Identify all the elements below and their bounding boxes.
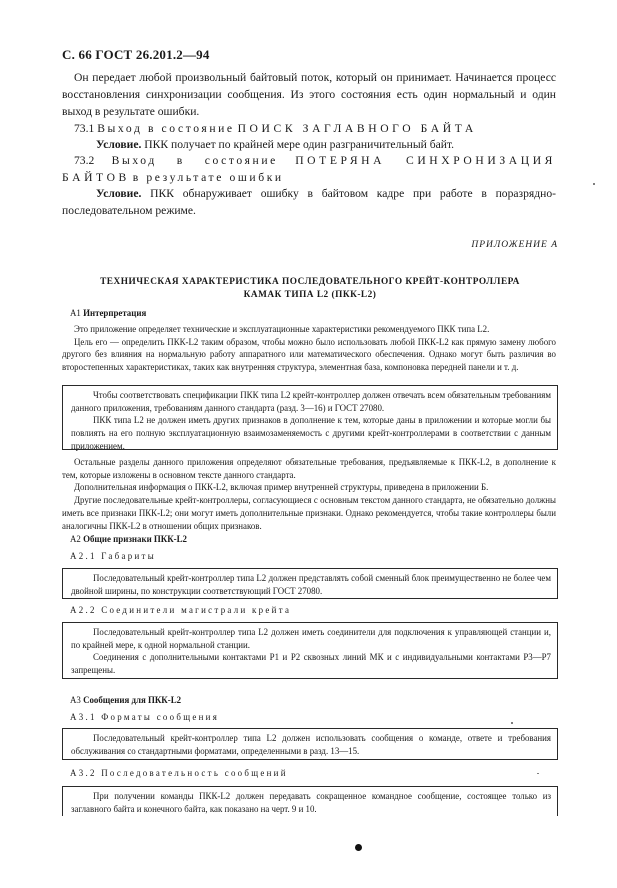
paragraph-text: Остальные разделы данного приложения определяют обязательные требования, предъявляемые к ПКК-L2, в дополнение к тем, которые изложены в основном тексте данного стандарта. [62, 457, 556, 480]
section-title-spaced: Выход в состояние [97, 122, 235, 135]
requirement-box-a3-2 [62, 786, 558, 816]
subsection-a2-1-label: А2.1 Габариты [70, 551, 156, 561]
section-73-2-heading [62, 153, 556, 187]
paragraph-text: Он передает любой произвольный байтовый поток, который он принимает. Начинается процесс восстановления синхронизации сообщения. Из этого состояния есть один нормальный и один выход в результате ошибки. [62, 71, 556, 118]
condition-text: ПКК получает по крайней мере один разграничительный байт. [141, 138, 455, 151]
subsection-a3-2-label: А3.2 Последовательность сообщений [70, 768, 288, 778]
section-number: А1 [70, 308, 81, 318]
section-title-tail: в результате ошибки [132, 170, 284, 184]
section-number: 73.1 [74, 122, 95, 135]
condition-text: ПКК обнаруживает ошибку в байтовом кадре при работе в поразрядно-последовательном режиме. [62, 187, 556, 217]
section-73-2-condition [62, 186, 556, 220]
condition-label: Условие. [96, 187, 142, 200]
section-title-spaced: Выход в состояние [111, 154, 278, 167]
section-a2-heading [70, 534, 187, 544]
requirement-box-a3-1 [62, 728, 558, 760]
box-text: Соединения с дополнительными контактами Р1 и Р2 сквозных линий МК и с индивидуальными контактами Р3—Р7 запрещены. [71, 652, 551, 676]
scan-speck [537, 773, 539, 774]
scan-mark-dot [355, 844, 362, 851]
box-text: Последовательный крейт-контроллер типа L2 должен использовать сообщения о команде, ответе и требования обслуживания со стандартными форматами, определенными в разд. 13—15. [71, 733, 551, 756]
section-a1-text-after [62, 456, 556, 532]
box-text: ПКК типа L2 не должен иметь других признаков в дополнение к тем, которые даны в приложении и которые могли бы повлиять на его полную эксплуатационную взаимозаменяемость с другими крейт-контроллерами в соответствии с данным приложением. [71, 415, 551, 451]
scan-speck [593, 183, 595, 185]
section-title: Сообщения для ПКК-L2 [83, 695, 182, 705]
box-text: Последовательный крейт-контроллер типа L2 должен представлять собой сменный блок преимущественно не более чем двойной ширины, по конструкции соответствующий ГОСТ 27080. [71, 573, 551, 596]
requirement-box-a2-2 [62, 622, 558, 679]
section-73-1-condition [62, 137, 556, 154]
paragraph-text: Это приложение определяет технические и эксплуатационные характеристики рекомендуемого ПКК типа L2. [74, 324, 490, 334]
paragraph-text: Дополнительная информация о ПКК-L2, включая пример внутренней структуры, приведена в приложении Б. [74, 482, 489, 493]
appendix-label: ПРИЛОЖЕНИЕ А [471, 240, 558, 250]
requirement-box-a1 [62, 385, 558, 450]
section-a3-heading [70, 695, 181, 705]
scan-speck [511, 722, 513, 724]
box-text: Последовательный крейт-контроллер типа L2 должен иметь соединители для подключения к управляющей станции и, по крайней мере, к одной нормальной станции. [71, 627, 551, 650]
paragraph-intro [62, 70, 556, 120]
section-title-caps: ПОИСК ЗАГЛАВНОГО БАЙТА [237, 122, 477, 135]
box-text: При получении команды ПКК-L2 должен передавать сокращенное командное сообщение, состоящее только из заглавного байта и конечного байта, как показано на черт. 9 и 10. [71, 791, 551, 814]
appendix-title-line-1: ТЕХНИЧЕСКАЯ ХАРАКТЕРИСТИКА ПОСЛЕДОВАТЕЛЬНОГО КРЕЙТ-КОНТРОЛЛЕРА [100, 277, 520, 287]
section-title: Интерпретация [83, 308, 147, 318]
appendix-title-line-2: КАМАК ТИПА L2 (ПКК-L2) [243, 289, 377, 300]
section-number: А3 [70, 695, 81, 705]
section-number: 73.2 [74, 154, 95, 167]
condition-label: Условие. [96, 138, 142, 151]
section-title: Общие признаки ПКК-L2 [83, 534, 187, 544]
section-a1-text [62, 323, 556, 374]
appendix-title [62, 276, 558, 302]
subsection-a2-2-label: А2.2 Соединители магистрали крейта [70, 605, 292, 615]
section-73-1-heading [62, 121, 556, 138]
paragraph-text: Цель его — определить ПКК-L2 таким образом, чтобы можно было использовать любой ПКК-L2 как прямую замену любого другого без влияния на нормальную работу аппаратного или математического обеспечения. Однако могут быть различия во второстепенных характеристиках, таких как внутренняя структура, элементная база, компоновка передней панели и т. д. [62, 336, 556, 373]
section-number: А2 [70, 534, 81, 544]
requirement-box-a2-1 [62, 568, 558, 599]
paragraph-text: Другие последовательные крейт-контроллеры, согласующиеся с основным текстом данного стандарта, не обязательно должны иметь все признаки ПКК-L2; они могут иметь дополнительные признаки. Однако рекомендуется, чтобы такие контроллеры были аналогичны ПКК-L2 в отношении общих признаков. [62, 495, 556, 531]
subsection-a3-1-label: А3.1 Форматы сообщения [70, 712, 220, 722]
page-header: С. 66 ГОСТ 26.201.2—94 [62, 47, 210, 62]
section-title-caps: ПОТЕРЯНА СИНХРОНИЗАЦИЯ БАЙТОВ [62, 154, 557, 184]
section-a1-heading [70, 308, 146, 318]
box-text: Чтобы соответствовать спецификации ПКК типа L2 крейт-контроллер должен отвечать всем обязательным требованиям данного приложения, требованиям данного стандарта (разд. 3—16) и ГОСТ 27080. [71, 390, 551, 413]
